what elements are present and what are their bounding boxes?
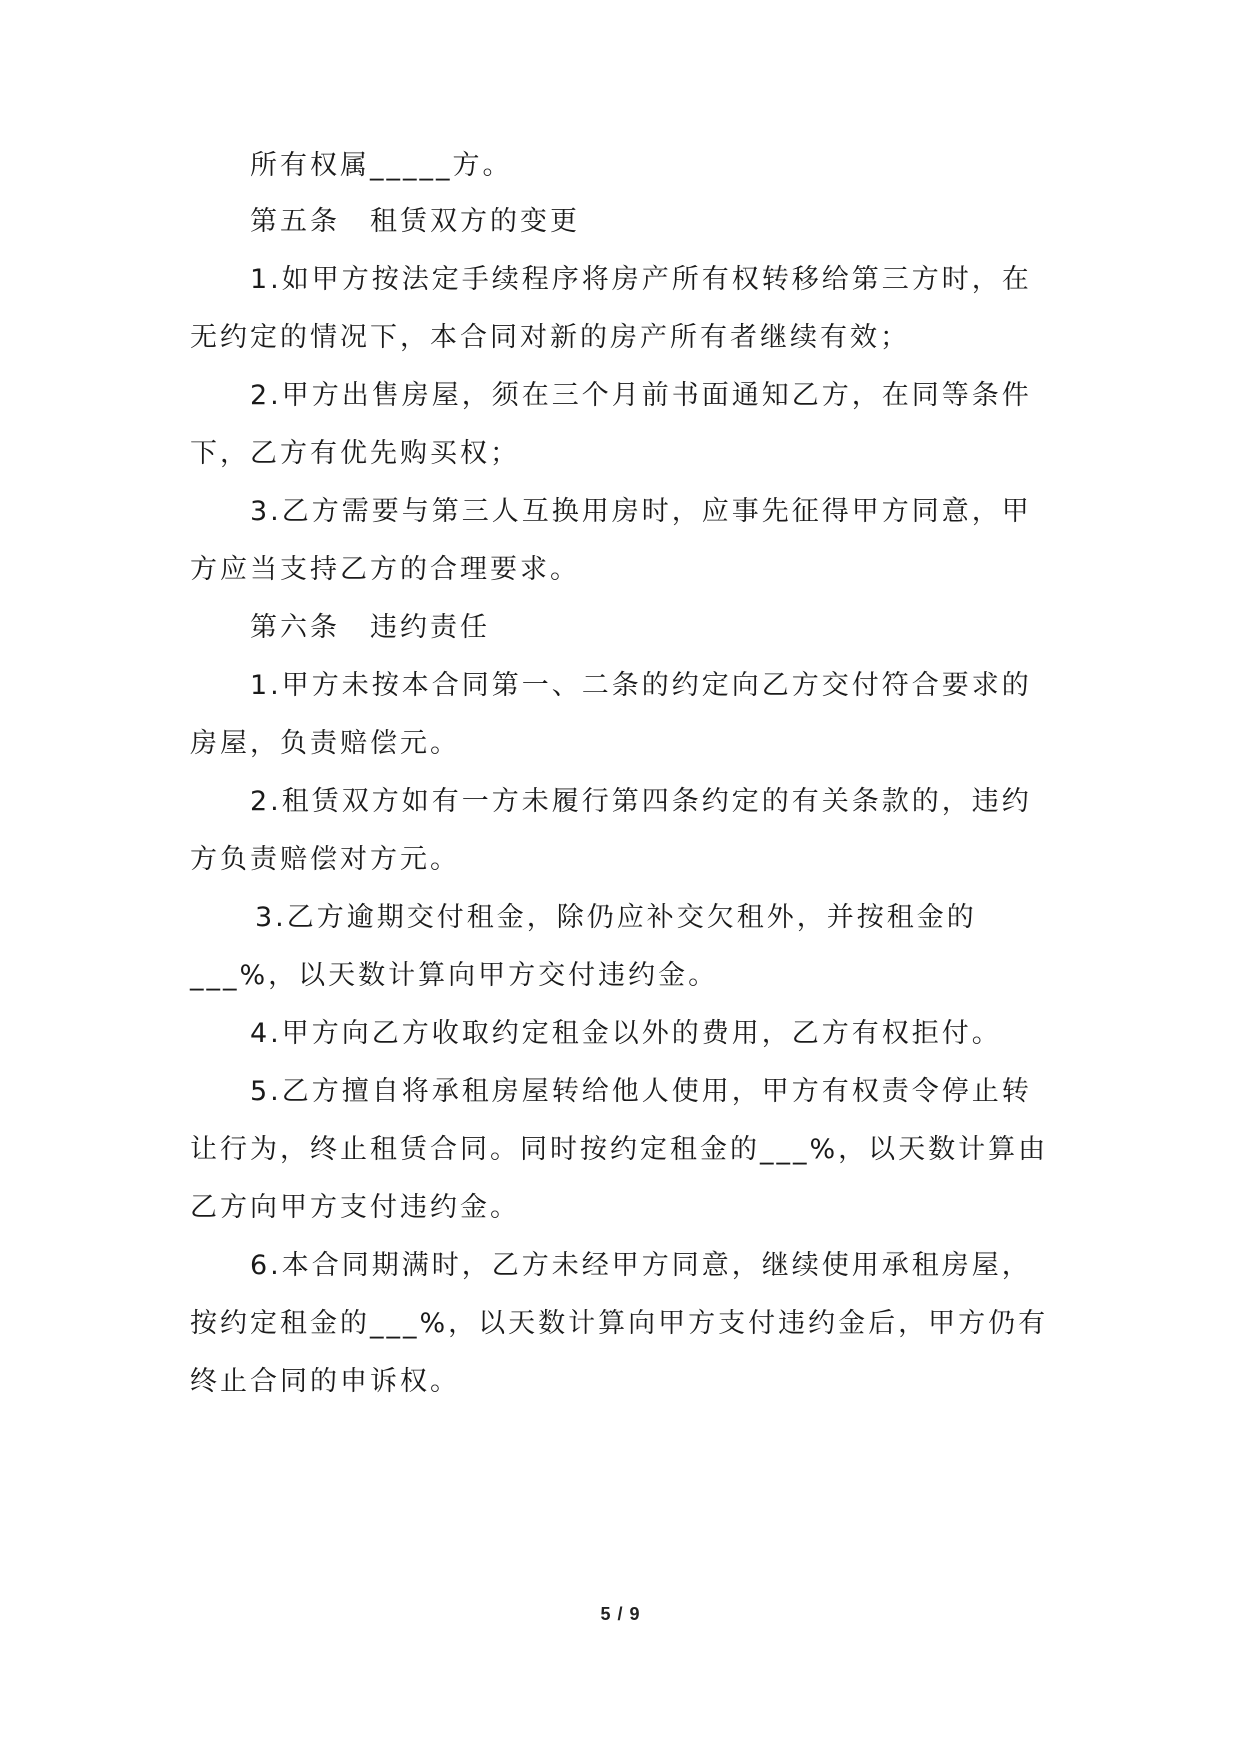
text-line-6-6a: 6.本合同期满时，乙方未经甲方同意，继续使用承租房屋，: [250, 1250, 1032, 1281]
text-line-5-1a: 1.如甲方按法定手续程序将房产所有权转移给第三方时，在: [250, 264, 1032, 295]
text-line-5-3b: 方应当支持乙方的合理要求。: [190, 554, 580, 585]
page-number: 5 / 9: [600, 1604, 641, 1624]
text-line-6-6c: 终止合同的申诉权。: [190, 1366, 460, 1397]
text-line-6-1a: 1.甲方未按本合同第一、二条的约定向乙方交付符合要求的: [250, 670, 1032, 701]
text-line-6-5b: 让行为，终止租赁合同。同时按约定租金的___%，以天数计算由: [190, 1134, 1049, 1165]
article-five-heading: 第五条 租赁双方的变更: [250, 206, 580, 237]
text-line-6-3a: 3.乙方逾期交付租金，除仍应补交欠租外，并按租金的: [255, 902, 977, 933]
text-line-5-2b: 下，乙方有优先购买权；: [190, 438, 520, 469]
text-line-6-2a: 2.租赁双方如有一方未履行第四条约定的有关条款的，违约: [250, 786, 1032, 817]
text-line-6-1b: 房屋，负责赔偿元。: [190, 728, 460, 759]
text-line-5-3a: 3.乙方需要与第三人互换用房时，应事先征得甲方同意，甲: [250, 496, 1032, 527]
text-line-6-3b: ___%，以天数计算向甲方交付违约金。: [190, 960, 719, 991]
text-line-6-4: 4.甲方向乙方收取约定租金以外的费用，乙方有权拒付。: [250, 1018, 1002, 1049]
text-line-6-2b: 方负责赔偿对方元。: [190, 844, 460, 875]
text-line-6-5a: 5.乙方擅自将承租房屋转给他人使用，甲方有权责令停止转: [250, 1076, 1032, 1107]
text-line-ownership: 所有权属_____方。: [250, 150, 513, 181]
text-line-5-2a: 2.甲方出售房屋，须在三个月前书面通知乙方，在同等条件: [250, 380, 1032, 411]
text-line-5-1b: 无约定的情况下，本合同对新的房产所有者继续有效；: [190, 322, 910, 353]
article-six-heading: 第六条 违约责任: [250, 612, 490, 643]
text-line-6-6b: 按约定租金的___%，以天数计算向甲方支付违约金后，甲方仍有: [190, 1308, 1049, 1339]
text-line-6-5c: 乙方向甲方支付违约金。: [190, 1192, 520, 1223]
